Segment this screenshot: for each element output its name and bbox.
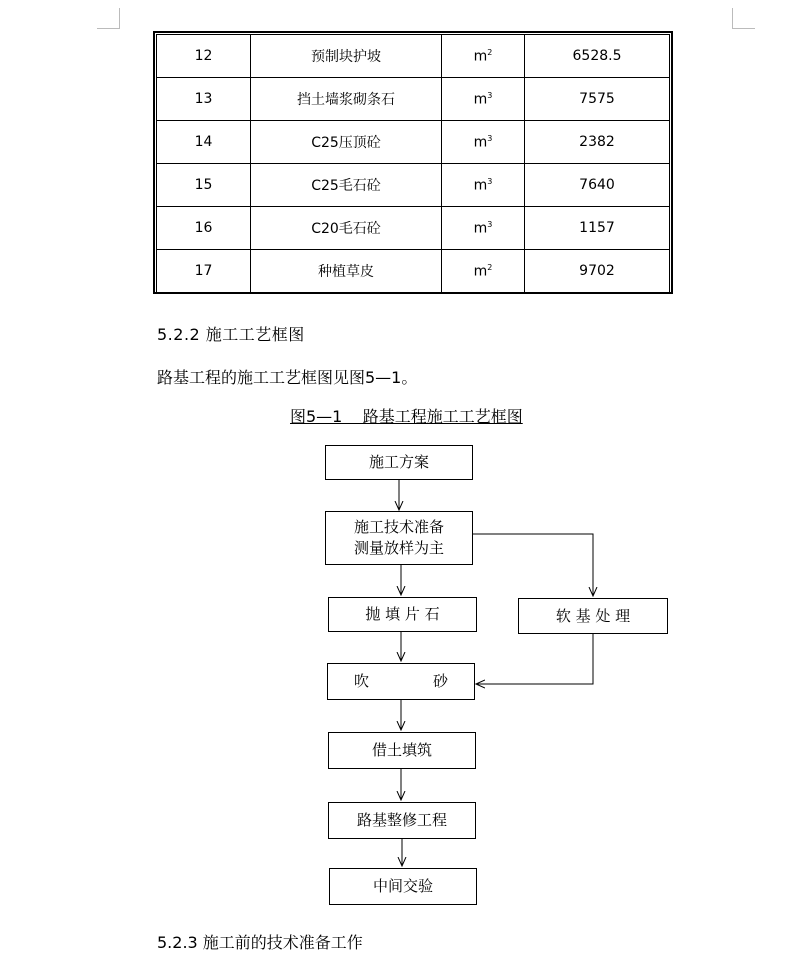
unit-cell: $m^3$ — [442, 207, 525, 250]
quantity-cell: 2382 — [525, 121, 670, 164]
item-name: C20毛石砼 — [251, 207, 442, 250]
flow-box-finishing — [328, 802, 476, 839]
quantity-cell: 7640 — [525, 164, 670, 207]
flow-label-sand-left: 吹 — [354, 672, 370, 690]
flow-box-sand-blowing — [327, 663, 475, 700]
quantity-cell: 1157 — [525, 207, 670, 250]
flow-label-sand-right: 砂 — [432, 672, 448, 690]
quantity-cell: 7575 — [525, 78, 670, 121]
flow-box-borrow-fill — [328, 732, 476, 769]
flow-label-soft-foundation: 软 基 处 理 — [555, 606, 631, 625]
item-name: C25压顶砼 — [251, 121, 442, 164]
row-number: 15 — [157, 164, 251, 207]
quantity-cell: 9702 — [525, 250, 670, 293]
unit-cell: $m^3$ — [442, 164, 525, 207]
item-name: 预制块护坡 — [251, 35, 442, 78]
row-number: 14 — [157, 121, 251, 164]
section-paragraph: 路基工程的施工工艺框图见图5—1。 — [157, 368, 418, 387]
unit-cell: $m^2$ — [442, 250, 525, 293]
item-name: 挡土墙浆砌条石 — [251, 78, 442, 121]
quantity-cell: 6528.5 — [525, 35, 670, 78]
flow-label-handover: 中间交验 — [372, 877, 433, 895]
item-name: C25毛石砼 — [251, 164, 442, 207]
flow-label-finishing: 路基整修工程 — [356, 811, 447, 829]
row-number: 13 — [157, 78, 251, 121]
flow-box-plan — [325, 445, 473, 480]
flow-label-prep-line1: 施工技术准备 — [353, 518, 444, 536]
arrow-soft-to-sand — [476, 634, 593, 684]
flow-label-prep-line2: 测量放样为主 — [353, 539, 444, 557]
flow-label-rubble: 抛 填 片 石 — [365, 605, 440, 623]
unit-cell: $m^3$ — [442, 78, 525, 121]
unit-cell: $m^3$ — [442, 121, 525, 164]
flow-box-rubble — [328, 597, 477, 632]
next-section-heading: 5.2.3 施工前的技术准备工作 — [157, 933, 363, 952]
row-number: 12 — [157, 35, 251, 78]
row-number: 16 — [157, 207, 251, 250]
flow-box-prep — [325, 511, 473, 565]
section-heading: 5.2.2 施工工艺框图 — [157, 325, 305, 344]
flow-label-borrow-fill: 借土填筑 — [371, 741, 432, 759]
item-name: 种植草皮 — [251, 250, 442, 293]
unit-cell: $m^2$ — [442, 35, 525, 78]
flow-box-soft-foundation — [518, 598, 668, 634]
row-number: 17 — [157, 250, 251, 293]
arrow-prep-to-soft — [473, 534, 593, 596]
flow-label-plan: 施工方案 — [368, 453, 429, 471]
figure-caption: 图5—1 路基工程施工工艺框图 — [290, 407, 523, 426]
flow-box-handover — [329, 868, 477, 905]
